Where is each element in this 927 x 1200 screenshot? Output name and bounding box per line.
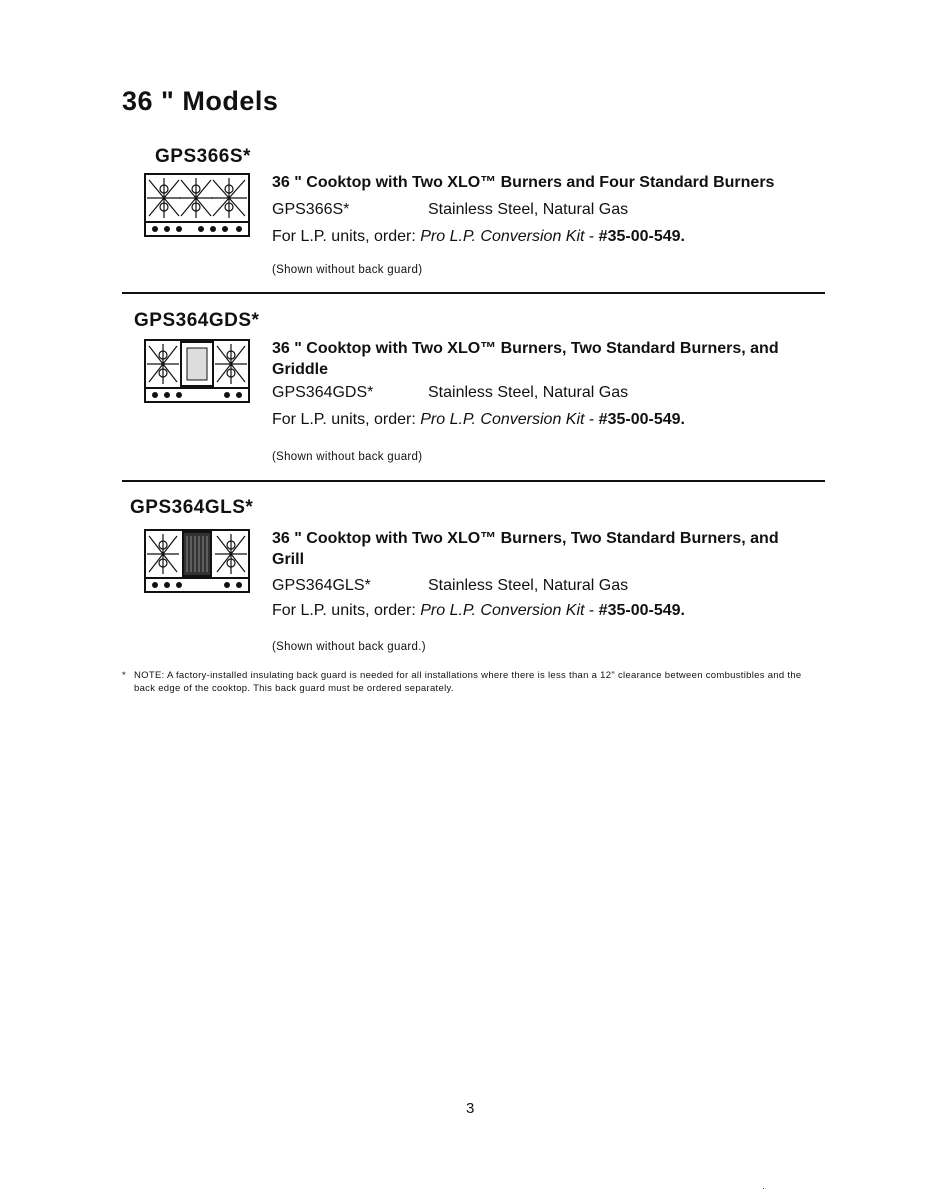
page-title: 36 " Models [122,86,279,116]
lp-part-number: #35-00-549. [598,411,685,428]
back-guard-note [122,669,822,695]
model-code: GPS364GDS* [134,310,260,331]
lp-order-row [272,602,685,620]
illustration-caption: (Shown without back guard.) [272,641,426,653]
spec-model: GPS364GLS* [272,577,371,594]
lp-order-prefix: For L.P. units, order: [272,228,421,245]
lp-part-number: #35-00-549. [598,602,685,619]
corner-mark: · [762,1183,765,1193]
spec-description: Stainless Steel, Natural Gas [428,384,629,401]
model-code: GPS364GLS* [130,497,254,518]
spec-row [272,384,629,402]
lp-separator: - [584,228,599,245]
lp-separator: - [584,602,599,619]
lp-kit-name: Pro L.P. Conversion Kit [420,411,585,428]
page-number: 3 [466,1100,475,1117]
spec-description: Stainless Steel, Natural Gas [428,577,629,594]
section-divider [122,292,825,294]
model-heading: 36 " Cooktop with Two XLO™ Burners and Four Standard Burners [272,174,775,191]
cooktop-grill-illustration [143,528,251,594]
spec-model: GPS366S* [272,201,350,218]
illustration-caption: (Shown without back guard) [272,451,423,463]
cooktop-griddle-illustration [143,338,251,404]
lp-order-row [272,228,685,246]
lp-order-prefix: For L.P. units, order: [272,411,421,428]
cooktop-six-burner-illustration [143,172,251,238]
spec-model: GPS364GDS* [272,384,374,401]
lp-order-prefix: For L.P. units, order: [272,602,421,619]
spec-row [272,201,629,219]
lp-order-row [272,411,685,429]
model-heading: 36 " Cooktop with Two XLO™ Burners, Two Standard Burners, and Griddle [272,340,779,378]
lp-separator: - [584,411,599,428]
note-text: NOTE: A factory-installed insulating back guard is needed for all installations where there is less than a 12" clearance between combustibles and the back edge of the cooktop. This back guard must be ordered separately. [134,670,802,694]
model-heading: 36 " Cooktop with Two XLO™ Burners, Two Standard Burners, and Grill [272,530,779,568]
spec-row [272,577,629,595]
spec-description: Stainless Steel, Natural Gas [428,201,629,218]
model-code: GPS366S* [155,146,251,167]
lp-part-number: #35-00-549. [598,228,685,245]
illustration-caption: (Shown without back guard) [272,264,423,276]
section-divider [122,480,825,482]
note-asterisk: * [122,670,126,681]
lp-kit-name: Pro L.P. Conversion Kit [420,228,585,245]
lp-kit-name: Pro L.P. Conversion Kit [420,602,585,619]
